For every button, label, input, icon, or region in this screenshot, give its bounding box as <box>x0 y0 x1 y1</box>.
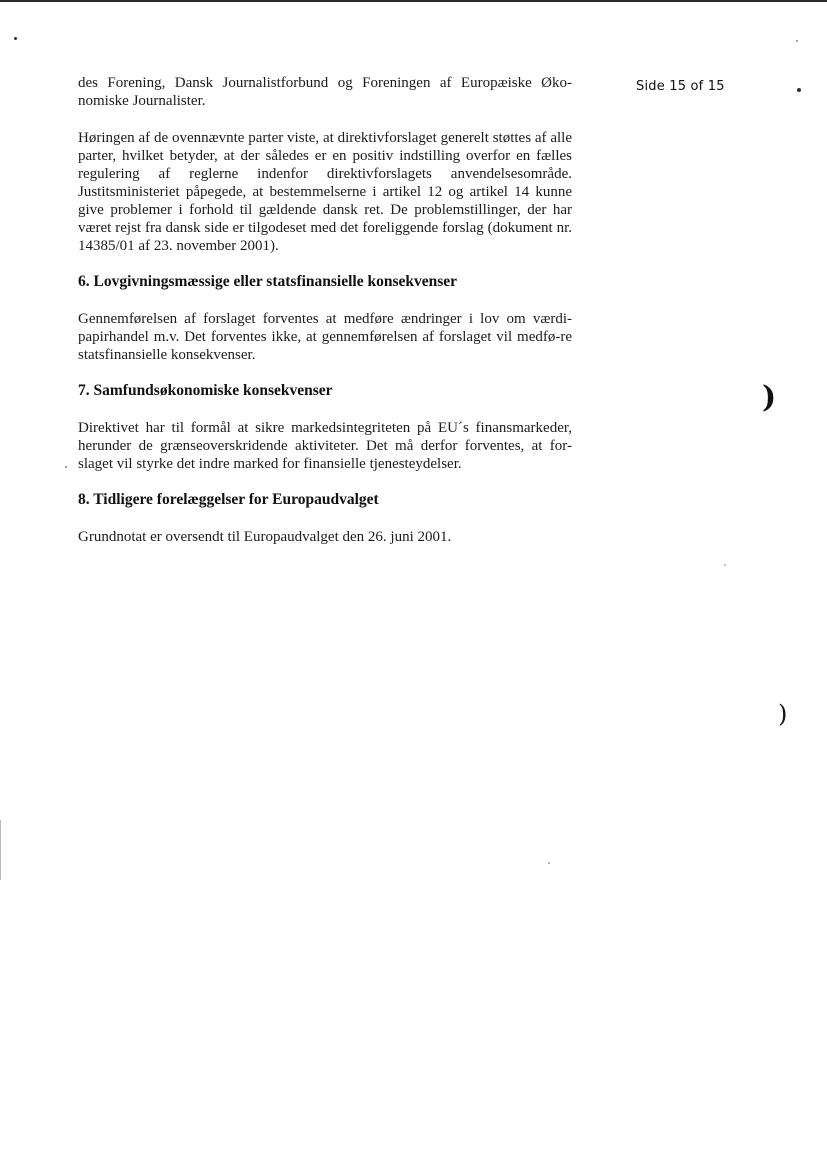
page-number: Side 15 of 15 <box>636 79 725 94</box>
scan-speck <box>724 564 726 566</box>
scan-speck <box>14 37 17 40</box>
section-8-text: Grundnotat er oversendt til Europaudvalget den 26. juni 2001. <box>78 529 452 545</box>
scan-speck <box>796 40 798 42</box>
scan-speck <box>65 466 67 468</box>
binding-hole-mark-1: ) <box>762 380 777 415</box>
section-6-text: Gennemførelsen af forslaget forventes at medføre ændringer i lov om værdi-papirhandel m.v. Det forventes ikke, at gennemførelsen af forslaget vil medfø-re statsfinansielle konsekvenser. <box>78 311 572 363</box>
scan-speck <box>548 862 550 864</box>
hearing-paragraph: Høringen af de ovennævnte parter viste, at direktivforslaget generelt støttes af alle parter, hvilket betyder, at der således er en positiv indstilling overfor en fælles regulering af reglerne indenfor direktivforslagets anvendelsesområde. Justitsministeriet påpegede, at bestemmelserne i artikel 12 og artikel 14 kunne give problemer i forhold til gældende dansk ret. De problemstillinger, der har været rejst fra dansk side er tilgodeset med det foreliggende forslag (dokument nr. 14385/01 af 23. november 2001). <box>78 130 572 254</box>
section-7-text: Direktivet har til formål at sikre markedsintegriteten på EU´s finansmarkeder, herunder de grænseoverskridende aktiviteter. Det må derfor forventes, at for-slaget vil styrke det indre marked for finansielle tjenesteydelser. <box>78 420 572 472</box>
section-6-heading: 6. Lovgivningsmæssige eller statsfinansielle konsekvenser <box>78 273 458 290</box>
intro-paragraph: des Forening, Dansk Journalistforbund og Foreningen af Europæiske Øko-nomiske Journalister. <box>78 75 572 109</box>
section-7-heading: 7. Samfundsøkonomiske konsekvenser <box>78 382 333 399</box>
scan-speck <box>797 88 801 92</box>
section-8-heading: 8. Tidligere forelæggelser for Europaudvalget <box>78 491 379 508</box>
scan-left-edge <box>0 820 1 880</box>
top-border-rule <box>0 0 827 2</box>
binding-hole-mark-2: ) <box>778 700 788 728</box>
document-body <box>78 74 572 546</box>
